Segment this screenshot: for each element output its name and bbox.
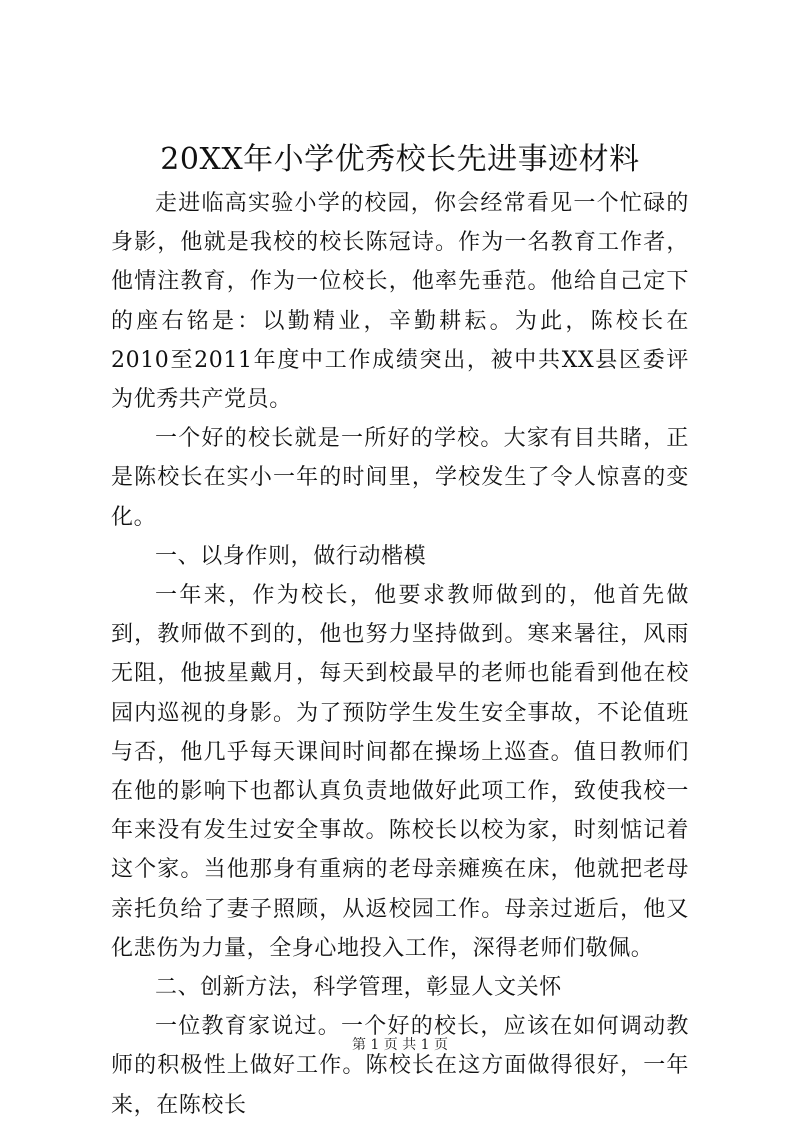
paragraph-educator-quote: 一位教育家说过。一个好的校长，应该在如何调动教师的积极性上做好工作。陈校长在这方面做得很好，一年来，在陈校长 [111, 1014, 689, 1118]
paragraph-intro: 走进临高实验小学的校园，你会经常看见一个忙碌的身影，他就是我校的校长陈冠诗。作为一名教育工作者，他情注教育，作为一位校长，他率先垂范。他给自己定下的座右铭是：以勤精业，辛勤耕耘。为此，陈校长在2010至2011年度中工作成绩突出，被中共XX县区委评为优秀共产党员。 [111, 191, 689, 413]
document-body [111, 184, 689, 1125]
section-heading-1: 一、以身作则，做行动楷模 [155, 543, 427, 569]
section-heading-2: 二、创新方法，科学管理，彰显人文关怀 [155, 975, 562, 1001]
page-number-footer: 第 1 页 共 1 页 [351, 1037, 449, 1053]
paragraph-good-principal: 一个好的校长就是一所好的学校。大家有目共睹，正是陈校长在实小一年的时间里，学校发生了令人惊喜的变化。 [111, 426, 689, 530]
document-title: 20XX年小学优秀校长先进事迹材料 [160, 142, 640, 177]
paragraph-lead-by-example: 一年来，作为校长，他要求教师做到的，他首先做到，教师做不到的，他也努力坚持做到。寒来暑往，风雨无阻，他披星戴月，每天到校最早的老师也能看到他在校园内巡视的身影。为了预防学生发生安全事故，不论值班与否，他几乎每天课间时间都在操场上巡查。值日教师们在他的影响下也都认真负责地做好此项工作，致使我校一年来没有发生过安全事故。陈校长以校为家，时刻惦记着这个家。当他那身有重病的老母亲瘫痪在床，他就把老母亲托负给了妻子照顾，从返校园工作。母亲过逝后，他又化悲伤为力量，全身心地投入工作，深得老师们敬佩。 [111, 583, 689, 961]
